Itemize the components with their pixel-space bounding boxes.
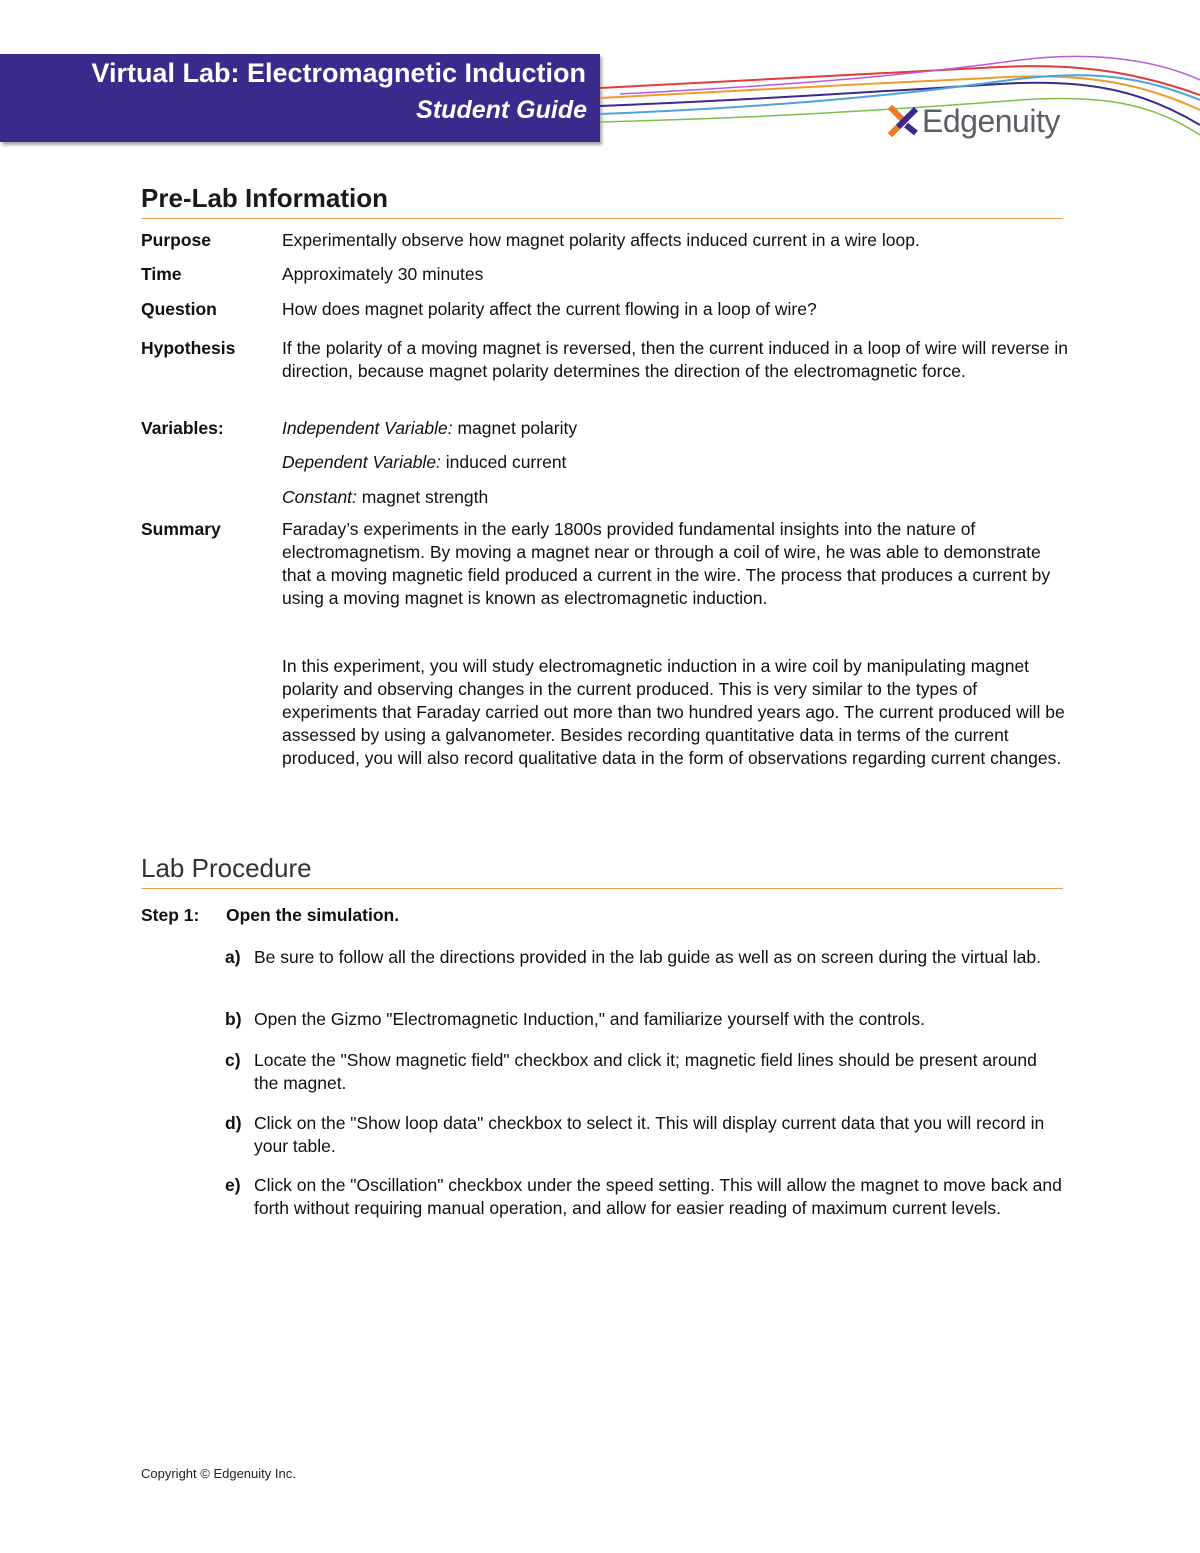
- item-text: Be sure to follow all the directions provided in the lab guide as well as on screen during the virtual lab.: [254, 947, 1041, 967]
- hypothesis-text: If the polarity of a moving magnet is reversed, then the current induced in a loop of wire will reverse in direction, because magnet polarity determines the direction of the electromagnetic force.: [282, 338, 1068, 381]
- summary-paragraph-2: In this experiment, you will study electromagnetic induction in a wire coil by manipulating magnet polarity and observing changes in the current produced. This is very similar to the types of experiments that Faraday carried out more than two hundred years ago. The current produced will be assessed by using a galvanometer. Besides recording quantitative data in terms of the current produced, you will also record qualitative data in the form of observations regarding current changes.: [282, 656, 1065, 768]
- copyright-notice: Copyright © Edgenuity Inc.: [141, 1466, 296, 1481]
- item-letter: b): [225, 1009, 242, 1029]
- step-number: Step 1:: [141, 905, 200, 925]
- prelab-heading: Pre-Lab Information: [141, 183, 1063, 219]
- logo-wordmark: Edgenuity: [922, 102, 1060, 139]
- question-text: How does magnet polarity affect the current flowing in a loop of wire?: [282, 299, 817, 319]
- independent-variable: Independent Variable: magnet polarity: [282, 418, 578, 438]
- item-text: Locate the "Show magnetic field" checkbox and click it; magnetic field lines should be present around the magnet.: [254, 1050, 1037, 1093]
- dependent-variable: Dependent Variable: induced current: [282, 452, 567, 472]
- header-banner: [0, 54, 600, 142]
- edgenuity-logo: [888, 101, 1060, 141]
- document-title: Virtual Lab: Electromagnetic Induction: [91, 58, 586, 88]
- summary-paragraph-1: Faraday’s experiments in the early 1800s provided fundamental insights into the nature of electromagnetism. By moving a magnet near or through a coil of wire, he was able to demonstrate that a moving magnetic field produced a current in the wire. The process that produces a current by using a moving magnet is known as electromagnetic induction.: [282, 519, 1051, 608]
- item-text: Click on the "Oscillation" checkbox under the speed setting. This will allow the magnet to move back and forth without requiring manual operation, and allow for easier reading of maximum current levels.: [254, 1175, 1062, 1218]
- variables-label: Variables:: [141, 418, 224, 438]
- item-text: Click on the "Show loop data" checkbox to select it. This will display current data that you will record in your table.: [254, 1113, 1045, 1156]
- purpose-label: Purpose: [141, 230, 212, 250]
- constant-variable: Constant: magnet strength: [282, 487, 489, 507]
- item-letter: a): [225, 947, 241, 967]
- document-subtitle: Student Guide: [416, 96, 587, 124]
- question-label: Question: [141, 299, 217, 319]
- procedure-heading: Lab Procedure: [141, 853, 1063, 889]
- edgenuity-x-icon: [888, 105, 920, 137]
- item-letter: e): [225, 1175, 241, 1195]
- purpose-text: Experimentally observe how magnet polarity affects induced current in a wire loop.: [282, 230, 920, 250]
- step-title: Open the simulation.: [226, 905, 400, 925]
- time-label: Time: [141, 264, 182, 284]
- item-letter: c): [225, 1050, 241, 1070]
- item-letter: d): [225, 1113, 242, 1133]
- item-text: Open the Gizmo "Electromagnetic Induction," and familiarize yourself with the controls.: [254, 1009, 925, 1029]
- time-text: Approximately 30 minutes: [282, 264, 484, 284]
- summary-label: Summary: [141, 519, 221, 539]
- hypothesis-label: Hypothesis: [141, 338, 236, 358]
- step-1-heading: [141, 905, 399, 926]
